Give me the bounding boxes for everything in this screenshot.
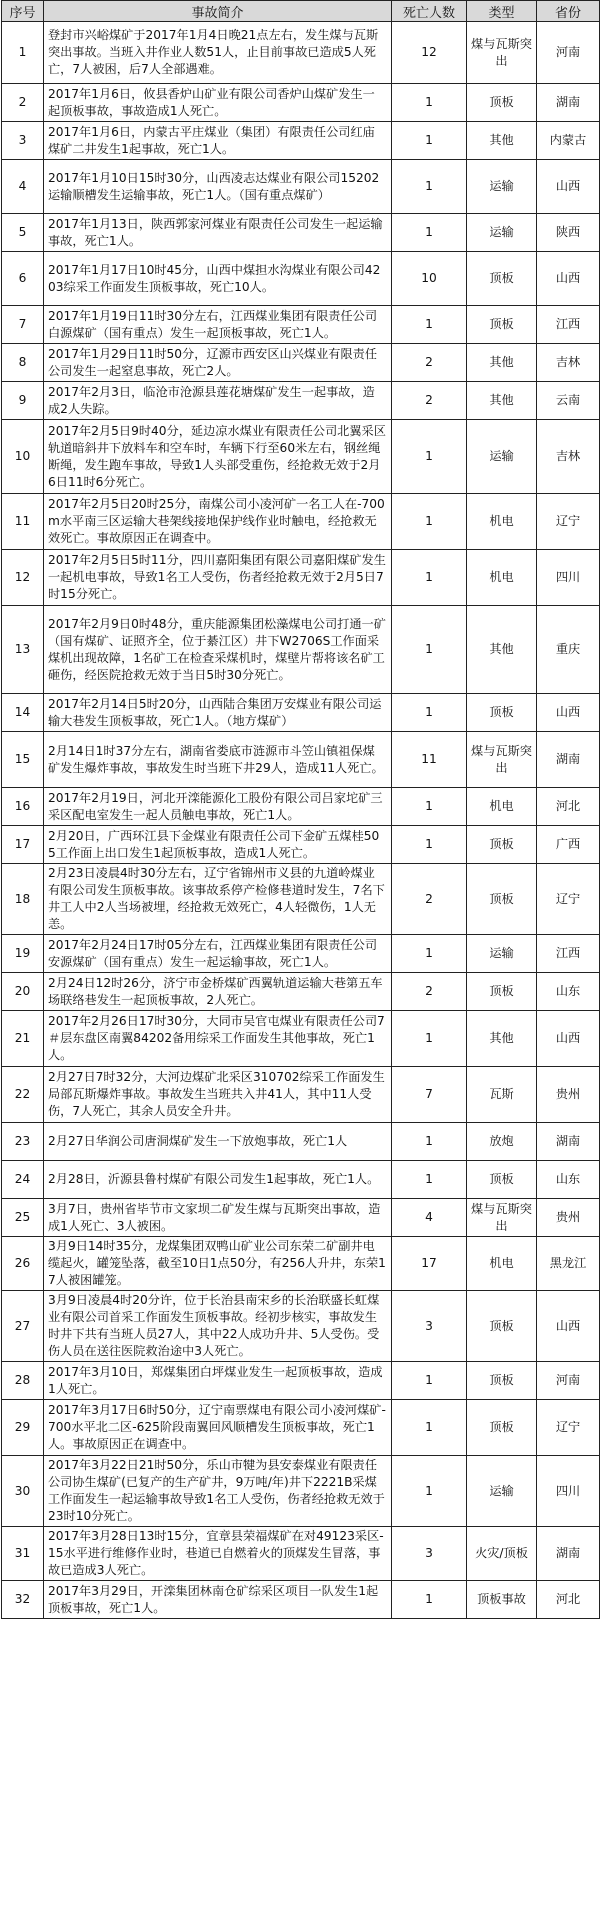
row-deaths: 1	[392, 1161, 467, 1199]
row-province: 湖南	[537, 84, 600, 122]
row-deaths: 1	[392, 84, 467, 122]
row-desc: 2017年1月13日，陕西郭家河煤业有限责任公司发生一起运输事故，死亡1人。	[44, 214, 392, 252]
table-row	[2, 1199, 600, 1237]
row-province: 江西	[537, 306, 600, 344]
row-no: 21	[2, 1011, 44, 1067]
table-row	[2, 1527, 600, 1581]
row-no: 3	[2, 122, 44, 160]
row-deaths: 1	[392, 694, 467, 732]
table-row	[2, 306, 600, 344]
row-province: 山西	[537, 160, 600, 214]
row-type: 其他	[467, 344, 537, 382]
table-row	[2, 1067, 600, 1123]
table-row	[2, 694, 600, 732]
row-province: 吉林	[537, 420, 600, 494]
row-desc: 2017年3月10日，郑煤集团白坪煤业发生一起顶板事故，造成1人死亡。	[44, 1362, 392, 1400]
row-desc: 2017年1月17日10时45分，山西中煤担水沟煤业有限公司4203综采工作面发生顶板事故，死亡10人。	[44, 252, 392, 306]
row-desc: 2月28日，沂源县鲁村煤矿有限公司发生1起事故，死亡1人。	[44, 1161, 392, 1199]
table-row	[2, 382, 600, 420]
row-deaths: 1	[392, 1123, 467, 1161]
row-province: 辽宁	[537, 1400, 600, 1456]
row-no: 32	[2, 1581, 44, 1619]
row-province: 山西	[537, 252, 600, 306]
row-type: 运输	[467, 214, 537, 252]
row-desc: 2017年1月10日15时30分，山西凌志达煤业有限公司15202运输顺槽发生运输事故，死亡1人。（国有重点煤矿）	[44, 160, 392, 214]
row-no: 24	[2, 1161, 44, 1199]
row-province: 湖南	[537, 1123, 600, 1161]
row-province: 吉林	[537, 344, 600, 382]
row-no: 13	[2, 606, 44, 694]
table-row	[2, 1161, 600, 1199]
row-type: 瓦斯	[467, 1067, 537, 1123]
table-row	[2, 1456, 600, 1527]
table-row	[2, 344, 600, 382]
table-row	[2, 420, 600, 494]
row-deaths: 4	[392, 1199, 467, 1237]
row-type: 其他	[467, 382, 537, 420]
row-type: 其他	[467, 122, 537, 160]
table-row	[2, 1291, 600, 1362]
row-no: 26	[2, 1237, 44, 1291]
row-no: 29	[2, 1400, 44, 1456]
row-type: 煤与瓦斯突出	[467, 1199, 537, 1237]
table-row	[2, 1581, 600, 1619]
table-row	[2, 494, 600, 550]
row-deaths: 11	[392, 732, 467, 788]
row-type: 顶板	[467, 826, 537, 864]
row-province: 河北	[537, 1581, 600, 1619]
header-province: 省份	[537, 1, 600, 22]
row-desc: 2017年2月5日5时11分，四川嘉阳集团有限公司嘉阳煤矿发生一起机电事故，导致1名工人受伤，伤者经抢救无效于2月5日7时15分死亡。	[44, 550, 392, 606]
table-row	[2, 160, 600, 214]
table-row	[2, 864, 600, 935]
table-row	[2, 1362, 600, 1400]
row-deaths: 1	[392, 550, 467, 606]
row-no: 16	[2, 788, 44, 826]
table-row	[2, 1237, 600, 1291]
row-desc: 2017年3月29日，开滦集团林南仓矿综采区项目一队发生1起顶板事故，死亡1人。	[44, 1581, 392, 1619]
table-row	[2, 732, 600, 788]
row-desc: 2017年1月6日，攸县香炉山矿业有限公司香炉山煤矿发生一起顶板事故，事故造成1人死亡。	[44, 84, 392, 122]
row-no: 7	[2, 306, 44, 344]
row-deaths: 1	[392, 214, 467, 252]
row-deaths: 2	[392, 344, 467, 382]
row-no: 27	[2, 1291, 44, 1362]
row-no: 23	[2, 1123, 44, 1161]
row-province: 河南	[537, 1362, 600, 1400]
row-type: 顶板	[467, 694, 537, 732]
row-desc: 2017年2月5日9时40分，延边凉水煤业有限责任公司北翼采区轨道暗斜井下放料车和空车时，车辆下行至60米左右，钢丝绳断绳，发生跑车事故，导致1人头部受重伤，经抢救无效于2月6日11时6分死亡。	[44, 420, 392, 494]
row-desc: 3月7日，贵州省毕节市文家坝二矿发生煤与瓦斯突出事故，造成1人死亡、3人被困。	[44, 1199, 392, 1237]
accident-table	[1, 0, 600, 1619]
row-deaths: 1	[392, 935, 467, 973]
row-deaths: 1	[392, 788, 467, 826]
row-desc: 2月24日12时26分，济宁市金桥煤矿西翼轨道运输大巷第五车场联络巷发生一起顶板事故，2人死亡。	[44, 973, 392, 1011]
row-deaths: 1	[392, 1011, 467, 1067]
table-row	[2, 122, 600, 160]
row-deaths: 1	[392, 826, 467, 864]
row-province: 山西	[537, 1291, 600, 1362]
row-no: 30	[2, 1456, 44, 1527]
row-deaths: 3	[392, 1291, 467, 1362]
row-province: 山西	[537, 694, 600, 732]
row-type: 顶板	[467, 306, 537, 344]
row-deaths: 7	[392, 1067, 467, 1123]
row-type: 运输	[467, 420, 537, 494]
table-row	[2, 973, 600, 1011]
row-province: 重庆	[537, 606, 600, 694]
row-province: 河南	[537, 22, 600, 84]
row-desc: 2017年1月29日11时50分，辽源市西安区山兴煤业有限责任公司发生一起窒息事故，死亡2人。	[44, 344, 392, 382]
row-province: 广西	[537, 826, 600, 864]
row-province: 贵州	[537, 1199, 600, 1237]
row-desc: 2017年2月14日5时20分，山西陆合集团万安煤业有限公司运输大巷发生顶板事故，死亡1人。（地方煤矿）	[44, 694, 392, 732]
row-no: 18	[2, 864, 44, 935]
row-deaths: 1	[392, 606, 467, 694]
row-province: 江西	[537, 935, 600, 973]
row-no: 20	[2, 973, 44, 1011]
row-no: 25	[2, 1199, 44, 1237]
header-type: 类型	[467, 1, 537, 22]
table-row	[2, 1400, 600, 1456]
row-type: 顶板	[467, 1161, 537, 1199]
row-desc: 2017年2月3日，临沧市沧源县莲花塘煤矿发生一起事故，造成2人失踪。	[44, 382, 392, 420]
row-desc: 3月9日14时35分，龙煤集团双鸭山矿业公司东荣二矿副井电缆起火，罐笼坠落，截至10日1点50分，有256人升井，东荣17人被困罐笼。	[44, 1237, 392, 1291]
row-deaths: 1	[392, 420, 467, 494]
header-deaths: 死亡人数	[392, 1, 467, 22]
row-desc: 2017年3月17日6时50分，辽宁南票煤电有限公司小凌河煤矿-700水平北二区-625阶段南翼回风顺槽发生顶板事故，死亡1人。事故原因正在调查中。	[44, 1400, 392, 1456]
row-type: 煤与瓦斯突出	[467, 22, 537, 84]
row-desc: 2017年1月19日11时30分左右，江西煤业集团有限责任公司白源煤矿（国有重点）发生一起顶板事故，死亡1人。	[44, 306, 392, 344]
row-desc: 2017年2月5日20时25分，南煤公司小凌河矿一名工人在-700m水平南三区运输大巷架线接地保护线作业时触电，经抢救无效死亡。事故原因正在调查中。	[44, 494, 392, 550]
row-province: 辽宁	[537, 494, 600, 550]
header-desc: 事故简介	[44, 1, 392, 22]
table-row	[2, 1011, 600, 1067]
row-desc: 3月9日凌晨4时20分许，位于长治县南宋乡的长治联盛长虹煤业有限公司首采工作面发生顶板事故。经初步核实，事故发生时井下共有当班人员27人，其中22人成功升井、5人受伤。受伤人员在送往医院救治途中3人死亡。	[44, 1291, 392, 1362]
row-no: 2	[2, 84, 44, 122]
row-no: 22	[2, 1067, 44, 1123]
table-row	[2, 22, 600, 84]
header-no: 序号	[2, 1, 44, 22]
row-no: 31	[2, 1527, 44, 1581]
row-deaths: 10	[392, 252, 467, 306]
row-deaths: 1	[392, 122, 467, 160]
row-type: 顶板	[467, 1400, 537, 1456]
table-row	[2, 935, 600, 973]
row-province: 四川	[537, 1456, 600, 1527]
row-desc: 2017年3月22日21时50分，乐山市犍为县安泰煤业有限责任公司协生煤矿(已复产的生产矿井，9万吨/年)井下2221B采煤工作面发生一起运输事故导致1名工人受伤，伤者经抢救无效于23时10分死亡。	[44, 1456, 392, 1527]
row-no: 12	[2, 550, 44, 606]
row-province: 湖南	[537, 732, 600, 788]
row-province: 陕西	[537, 214, 600, 252]
row-type: 运输	[467, 935, 537, 973]
table-row	[2, 826, 600, 864]
row-desc: 2017年2月19日，河北开滦能源化工股份有限公司吕家坨矿三采区配电室发生一起人员触电事故，死亡1人。	[44, 788, 392, 826]
row-desc: 登封市兴峪煤矿于2017年1月4日晚21点左右，发生煤与瓦斯突出事故。当班入井作业人数51人，止目前事故已造成5人死亡，7人被困，后7人全部遇难。	[44, 22, 392, 84]
row-no: 14	[2, 694, 44, 732]
row-type: 放炮	[467, 1123, 537, 1161]
row-type: 顶板	[467, 252, 537, 306]
row-deaths: 1	[392, 1400, 467, 1456]
row-province: 云南	[537, 382, 600, 420]
row-type: 机电	[467, 494, 537, 550]
table-row	[2, 214, 600, 252]
row-no: 11	[2, 494, 44, 550]
row-no: 8	[2, 344, 44, 382]
row-type: 运输	[467, 1456, 537, 1527]
row-type: 其他	[467, 1011, 537, 1067]
row-deaths: 12	[392, 22, 467, 84]
row-type: 顶板	[467, 864, 537, 935]
row-deaths: 1	[392, 160, 467, 214]
table-row	[2, 606, 600, 694]
row-type: 机电	[467, 550, 537, 606]
row-province: 山西	[537, 1011, 600, 1067]
row-desc: 2月27日7时32分，大河边煤矿北采区310702综采工作面发生局部瓦斯爆炸事故。事故发生当班共入井41人，其中11人受伤，7人死亡，其余人员安全升井。	[44, 1067, 392, 1123]
row-type: 顶板	[467, 84, 537, 122]
row-no: 9	[2, 382, 44, 420]
row-desc: 2017年3月28日13时15分，宜章县荣福煤矿在对49123采区-15水平进行维修作业时，巷道已自燃着火的顶煤发生冒落，事故已造成3人死亡。	[44, 1527, 392, 1581]
row-no: 19	[2, 935, 44, 973]
row-desc: 2月20日，广西环江县下金煤业有限责任公司下金矿五煤桂505工作面上出口发生1起顶板事故，造成1人死亡。	[44, 826, 392, 864]
row-desc: 2017年1月6日，内蒙古平庄煤业（集团）有限责任公司红庙煤矿二井发生1起事故，死亡1人。	[44, 122, 392, 160]
row-no: 5	[2, 214, 44, 252]
row-type: 顶板	[467, 1291, 537, 1362]
row-province: 四川	[537, 550, 600, 606]
row-province: 湖南	[537, 1527, 600, 1581]
row-province: 黑龙江	[537, 1237, 600, 1291]
row-deaths: 1	[392, 1581, 467, 1619]
row-type: 机电	[467, 788, 537, 826]
table-row	[2, 550, 600, 606]
row-no: 15	[2, 732, 44, 788]
row-province: 河北	[537, 788, 600, 826]
row-desc: 2017年2月24日17时05分左右，江西煤业集团有限责任公司安源煤矿（国有重点）发生一起运输事故，死亡1人。	[44, 935, 392, 973]
row-no: 28	[2, 1362, 44, 1400]
row-no: 4	[2, 160, 44, 214]
row-deaths: 2	[392, 382, 467, 420]
row-no: 1	[2, 22, 44, 84]
row-no: 10	[2, 420, 44, 494]
row-type: 运输	[467, 160, 537, 214]
row-deaths: 3	[392, 1527, 467, 1581]
header-row	[2, 1, 600, 22]
table-row	[2, 84, 600, 122]
row-type: 火灾/顶板	[467, 1527, 537, 1581]
row-province: 山东	[537, 973, 600, 1011]
row-desc: 2017年2月9日0时48分，重庆能源集团松藻煤电公司打通一矿（国有煤矿、证照齐全，位于綦江区）井下W2706S工作面采煤机出现故障，1名矿工在检查采煤机时，煤壁片帮将该名矿工砸伤，经医院抢救无效于当日5时30分死亡。	[44, 606, 392, 694]
row-type: 煤与瓦斯突出	[467, 732, 537, 788]
row-desc: 2月14日1时37分左右，湖南省娄底市涟源市斗笠山镇祖保煤矿发生爆炸事故，事故发生时当班下井29人，造成11人死亡。	[44, 732, 392, 788]
row-desc: 2月23日凌晨4时30分左右，辽宁省锦州市义县的九道岭煤业有限公司发生顶板事故。该事故系停产检修巷道时发生，7名下井工人中2人当场被埋，经抢救无效死亡，4人轻微伤，1人无恙。	[44, 864, 392, 935]
row-deaths: 2	[392, 864, 467, 935]
row-deaths: 1	[392, 1456, 467, 1527]
row-type: 机电	[467, 1237, 537, 1291]
table-row	[2, 1123, 600, 1161]
row-no: 6	[2, 252, 44, 306]
row-desc: 2017年2月26日17时30分，大同市吴官屯煤业有限责任公司7＃层东盘区南翼84202备用综采工作面发生其他事故，死亡1人。	[44, 1011, 392, 1067]
row-deaths: 1	[392, 1362, 467, 1400]
row-type: 顶板	[467, 973, 537, 1011]
row-deaths: 17	[392, 1237, 467, 1291]
row-deaths: 1	[392, 306, 467, 344]
row-desc: 2月27日华润公司唐洞煤矿发生一下放炮事故，死亡1人	[44, 1123, 392, 1161]
row-province: 辽宁	[537, 864, 600, 935]
table-row	[2, 788, 600, 826]
row-province: 贵州	[537, 1067, 600, 1123]
row-deaths: 1	[392, 494, 467, 550]
row-province: 内蒙古	[537, 122, 600, 160]
row-no: 17	[2, 826, 44, 864]
table-row	[2, 252, 600, 306]
row-type: 其他	[467, 606, 537, 694]
row-type: 顶板事故	[467, 1581, 537, 1619]
row-province: 山东	[537, 1161, 600, 1199]
row-deaths: 2	[392, 973, 467, 1011]
row-type: 顶板	[467, 1362, 537, 1400]
